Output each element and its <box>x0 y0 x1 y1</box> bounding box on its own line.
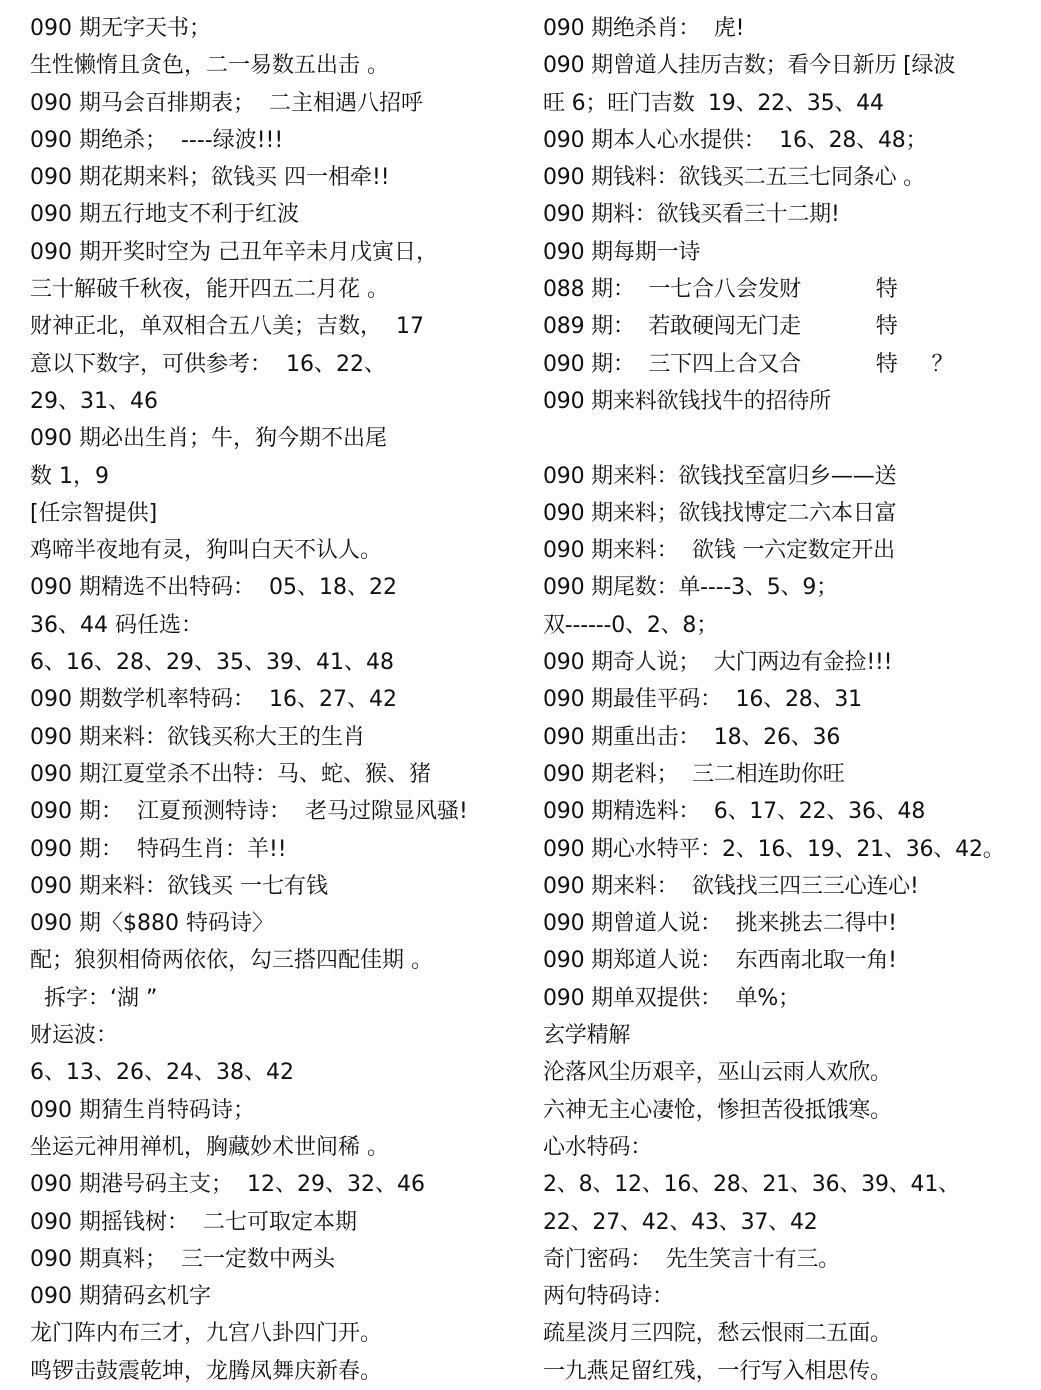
right-column-line: 旺 6；旺门吉数 19、22、35、44 <box>543 90 884 116</box>
left-column-line: 财运波： <box>30 1023 119 1049</box>
left-column-line: 6、13、26、24、38、42 <box>30 1060 294 1086</box>
right-column-line: 090 期老料； 三二相连助你旺 <box>543 761 845 787</box>
right-column-line: 090 期来料： 欲钱找三四三三心连心! <box>543 873 919 899</box>
left-column-line: 数 1，9 <box>30 463 109 489</box>
right-column-line: 090 期心水特平：2、16、19、21、36、42。 <box>543 836 1005 862</box>
right-column-line: 090 期精选料： 6、17、22、36、48 <box>543 799 926 825</box>
right-column-line: 090 期奇人说； 大门两边有金捡!!! <box>543 650 893 676</box>
right-column-line: 090 期单双提供： 单%； <box>543 985 800 1011</box>
right-column-line: 疏星淡月三四院，愁云恨雨二五面。 <box>543 1321 892 1347</box>
right-column <box>543 10 1038 1390</box>
right-column-line: 22、27、42、43、37、42 <box>543 1209 818 1235</box>
left-column-line: 090 期摇钱树： 二七可取定本期 <box>30 1209 357 1235</box>
right-column-line: 六神无主心凄怆，惨担苦役抵饿寒。 <box>543 1097 892 1123</box>
left-column-line: 090 期精选不出特码： 05、18、22 <box>30 575 397 601</box>
left-column-line: 090 期〈$880 特码诗〉 <box>30 911 274 937</box>
left-column-line: 090 期花期来料；欲钱买 四一相牵!! <box>30 165 390 191</box>
left-column-line: 090 期江夏堂杀不出特：马、蛇、猴、猪 <box>30 761 431 787</box>
left-column-line: 三十解破千秋夜，能开四五二月花 。 <box>30 277 389 303</box>
right-column-line: 2、8、12、16、28、21、36、39、41、 <box>543 1172 960 1198</box>
right-column-line: 090 期： 三下四上合又合 特 ？ <box>543 351 954 377</box>
right-column-line: 090 期最佳平码： 16、28、31 <box>543 687 862 713</box>
right-column-line: 090 期钱料：欲钱买二五三七同条心 。 <box>543 165 925 191</box>
right-column-line: 沦落风尘历艰辛，巫山云雨人欢欣。 <box>543 1060 892 1086</box>
right-column-line: 090 期每期一诗 <box>543 239 701 265</box>
right-column-line: 心水特码： <box>543 1134 653 1160</box>
right-column-line: 090 期来料： 欲钱 一六定数定开出 <box>543 538 895 564</box>
left-column-line: 090 期： 特码生肖：羊!! <box>30 836 287 862</box>
left-column-line: 090 期开奖时空为 己丑年辛未月戊寅日， <box>30 239 438 265</box>
left-column-line: 090 期五行地支不利于红波 <box>30 202 299 228</box>
left-column-line: 财神正北，单双相合五八美；吉数， 17 <box>30 314 424 340</box>
right-column-line: 090 期尾数：单----3、5、9； <box>543 575 838 601</box>
right-column-line <box>543 420 1038 457</box>
left-column-line: 生性懒惰且贪色，二一易数五出击 。 <box>30 53 389 79</box>
right-column-line: 双------0、2、8； <box>543 612 719 638</box>
right-column-line: 两句特码诗： <box>543 1284 674 1310</box>
left-column-line: 配；狼狈相倚两依依，勾三搭四配佳期 。 <box>30 948 433 974</box>
left-column-line: 拆字：‘湖 ” <box>30 985 158 1011</box>
left-column-line: 6、16、28、29、35、39、41、48 <box>30 650 394 676</box>
right-column-line: 090 期郑道人说： 东西南北取一角! <box>543 948 897 974</box>
left-column-line: 意以下数字，可供参考： 16、22、 <box>30 351 386 377</box>
right-column-line: 090 期曾道人挂历吉数；看今日新历 [绿波 <box>543 53 956 79</box>
left-column-line: 龙门阵内布三才，九宫八卦四门开。 <box>30 1321 383 1347</box>
left-column-line: 鸡啼半夜地有灵，狗叫白天不认人。 <box>30 538 383 564</box>
left-column-line: 090 期无字天书； <box>30 16 211 41</box>
left-column-line: 090 期猜码玄机字 <box>30 1284 211 1310</box>
left-column-line: 090 期真料； 三一定数中两头 <box>30 1246 335 1272</box>
right-column-line: 玄学精解 <box>543 1023 631 1049</box>
left-column-line: 36、44 码任选： <box>30 612 203 638</box>
right-column-line: 090 期来料；欲钱找博定二六本日富 <box>543 500 897 526</box>
left-column-line: 090 期来料：欲钱买称大王的生肖 <box>30 724 365 750</box>
right-column-line: 090 期来料：欲钱找至富归乡——送 <box>543 463 897 489</box>
right-column-line: 088 期： 一七合八会发财 特 <box>543 277 898 303</box>
left-column-line: 090 期绝杀； ----绿波!!! <box>30 127 284 153</box>
left-column-line: 090 期必出生肖；牛，狗今期不出尾 <box>30 426 387 452</box>
right-column-line: 090 期本人心水提供： 16、28、48； <box>543 127 928 153</box>
left-column-line: 坐运元神用禅机，胸藏妙术世间稀 。 <box>30 1134 389 1160</box>
right-column-line: 090 期曾道人说： 挑来挑去二得中! <box>543 911 897 937</box>
right-column-line: 090 期来料欲钱找牛的招待所 <box>543 388 831 414</box>
left-column-line: 29、31、46 <box>30 388 158 414</box>
left-column-line: 090 期马会百排期表； 二主相遇八招呼 <box>30 90 423 116</box>
left-column-line: 090 期： 江夏预测特诗： 老马过隙显风骚! <box>30 799 468 825</box>
right-column-line: 090 期重出击： 18、26、36 <box>543 724 841 750</box>
left-column-line: [任宗智提供] <box>30 500 158 526</box>
left-column-line: 鸣锣击鼓震乾坤，龙腾凤舞庆新春。 <box>30 1358 383 1384</box>
left-column-line: 090 期港号码主支； 12、29、32、46 <box>30 1172 425 1198</box>
left-column-line: 090 期来料：欲钱买 一七有钱 <box>30 873 328 899</box>
left-column-line: 090 期猜生肖特码诗； <box>30 1097 255 1123</box>
right-column-line: 089 期： 若敢硬闯无门走 特 <box>543 314 898 340</box>
left-column <box>30 10 520 1390</box>
left-column-line: 090 期数学机率特码： 16、27、42 <box>30 687 397 713</box>
right-column-line: 奇门密码： 先生笑言十有三。 <box>543 1246 840 1272</box>
right-column-line: 一九燕足留红残，一行写入相思传。 <box>543 1358 892 1384</box>
right-column-line: 090 期料：欲钱买看三十二期! <box>543 202 840 228</box>
right-column-line: 090 期绝杀肖： 虎! <box>543 16 745 41</box>
